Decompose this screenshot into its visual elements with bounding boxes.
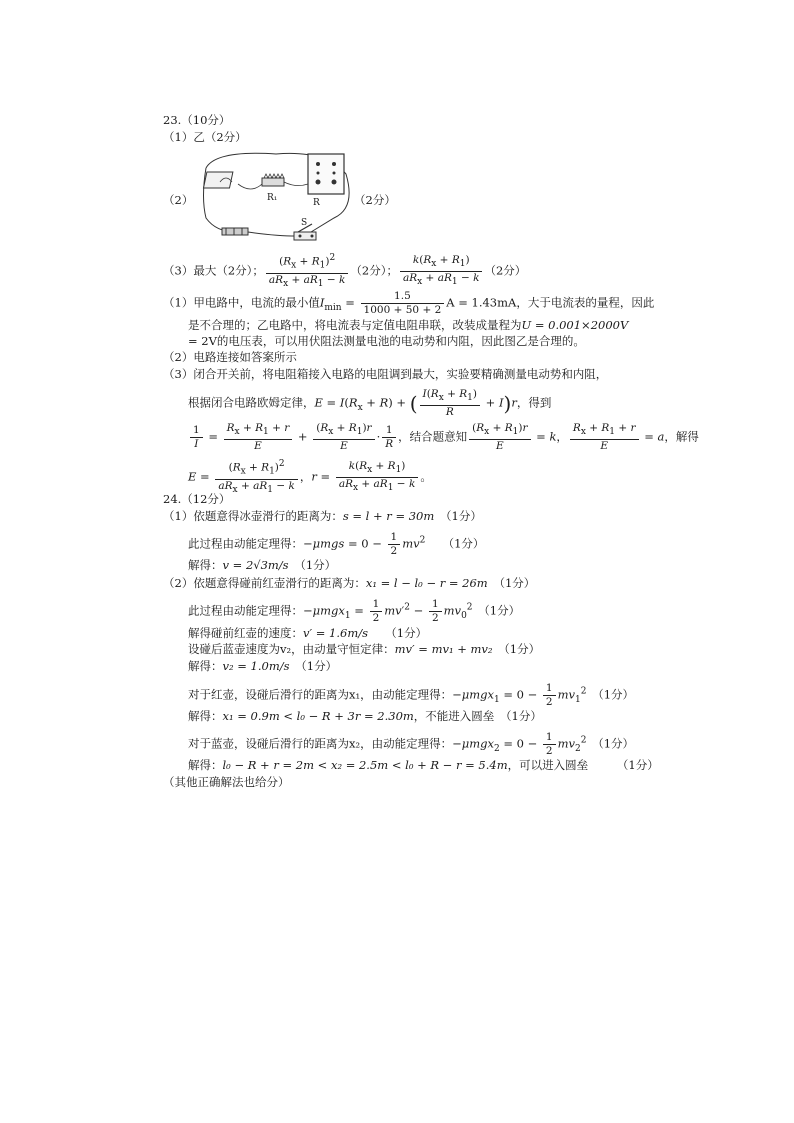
q23-expl1-line1: （1）甲电路中，电流的最小值$I_{min}$ = $\frac{1.5}{1000 + 50 + 2}$ A = 1.43mA，大于电流表的量程，因此 xyxy=(163,290,655,316)
q24-line1: （1）依题意得冰壶滑行的距离为：s = l + r = 30m （1分） xyxy=(163,509,482,523)
q24-line11: 对于蓝壶，设碰后滑行的距离为x₂，由动能定理得：−μmgx$_2$ = 0 − $\frac{1}{2}$ $mv_2^2$ （1分） xyxy=(188,731,635,757)
q23-expl1-line2: 是不合理的；乙电路中，将电流表与定值电阻串联，改装成量程为U = 0.001×2000V xyxy=(188,318,629,332)
fig-label-s: S xyxy=(301,218,308,228)
q23-expl3-line1: （3）闭合开关前，将电阻箱接入电路的电阻调到最大，实验要精确测量电动势和内阻， xyxy=(163,367,608,381)
q23-header: 23.（10分） xyxy=(163,113,231,127)
q23-expl1-line3: = 2V的电压表，可以用伏阻法测量电池的电动势和内阻，因此图乙是合理的。 xyxy=(188,334,585,348)
q23-expl3-line3: $\frac{1}{I}$ = $\frac{Rx + R1 + r}{E}$ + $\frac{(Rx + R1)r}{E}$ · $\frac{1}{R}$ ，结合题意知 $\frac{(Rx + R1)r}{E}$ = k， $\frac{Rx + R1 + r}{E}$ = a，解得 xyxy=(188,422,699,453)
circuit-diagram xyxy=(196,148,366,248)
q24-line7: 设碰后蓝壶速度为v₂，由动量守恒定律：mv′ = mv₁ + mv₂ （1分） xyxy=(188,642,541,656)
q24-line8: 解得：v₂ = 1.0m/s （1分） xyxy=(188,659,338,673)
q23-part3: （3）最大（2分）； $\frac{(Rx + R1)2}{\text{aRx + aR1 − k}}$ （2分）； $\frac{k(Rx + R1)}{\text{aRx + aR1 − k}}$ （2分） xyxy=(163,253,527,289)
q24-line5: 此过程由动能定理得：−μmgx$_1$ = $\frac{1}{2}$ $mv'^2$ − $\frac{1}{2}$ $mv_0^2$ （1分） xyxy=(188,598,521,624)
q24-line3: 解得：v = 2√3m/s （1分） xyxy=(188,558,337,572)
q24-header: 24.（12分） xyxy=(163,492,231,506)
q23-expl3-line2: 根据闭合电路欧姆定律，$E = I(R_x + R)$ + ( $\frac{I(Rx + R1)}{R}$ + I)r，得到 xyxy=(188,388,552,419)
q23-part2-score: （2分） xyxy=(354,193,396,207)
q24-line12: 解得：l₀ − R + r = 2m < x₂ = 2.5m < l₀ + R − r = 5.4m，可以进入圆垒 （1分） xyxy=(188,758,659,772)
q23-expl3-line4: E = $\frac{(Rx + R1)2}{\text{aRx + aR1 − k}}$ ，r = $\frac{k(Rx + R1)}{\text{aRx + aR1 − k}}$ 。 xyxy=(188,459,432,495)
fig-label-r: R xyxy=(313,198,320,208)
q24-line4: （2）依题意得碰前红壶滑行的距离为：x₁ = l − l₀ − r = 26m （1分） xyxy=(163,576,536,590)
q23-part2-label: （2） xyxy=(163,193,194,207)
q24-line9: 对于红壶，设碰后滑行的距离为x₁，由动能定理得：−μmgx$_1$ = 0 − $\frac{1}{2}$ $mv_1^2$ （1分） xyxy=(188,682,635,708)
q23-part1: （1）乙（2分） xyxy=(163,130,247,144)
q24-line2: 此过程由动能定理得：−μmgs = 0 − $\frac{1}{2}$ $mv^2$ （1分） xyxy=(188,531,485,557)
q24-line10: 解得：x₁ = 0.9m < l₀ − R + 3r = 2.30m，不能进入圆垒 （1分） xyxy=(188,709,542,723)
fig-label-r1: R₁ xyxy=(267,193,278,203)
q23-expl2: （2）电路连接如答案所示 xyxy=(163,350,297,364)
q24-note: （其他正确解法也给分） xyxy=(163,775,290,789)
q24-line6: 解得碰前红壶的速度：v′ = 1.6m/s （1分） xyxy=(188,626,428,640)
